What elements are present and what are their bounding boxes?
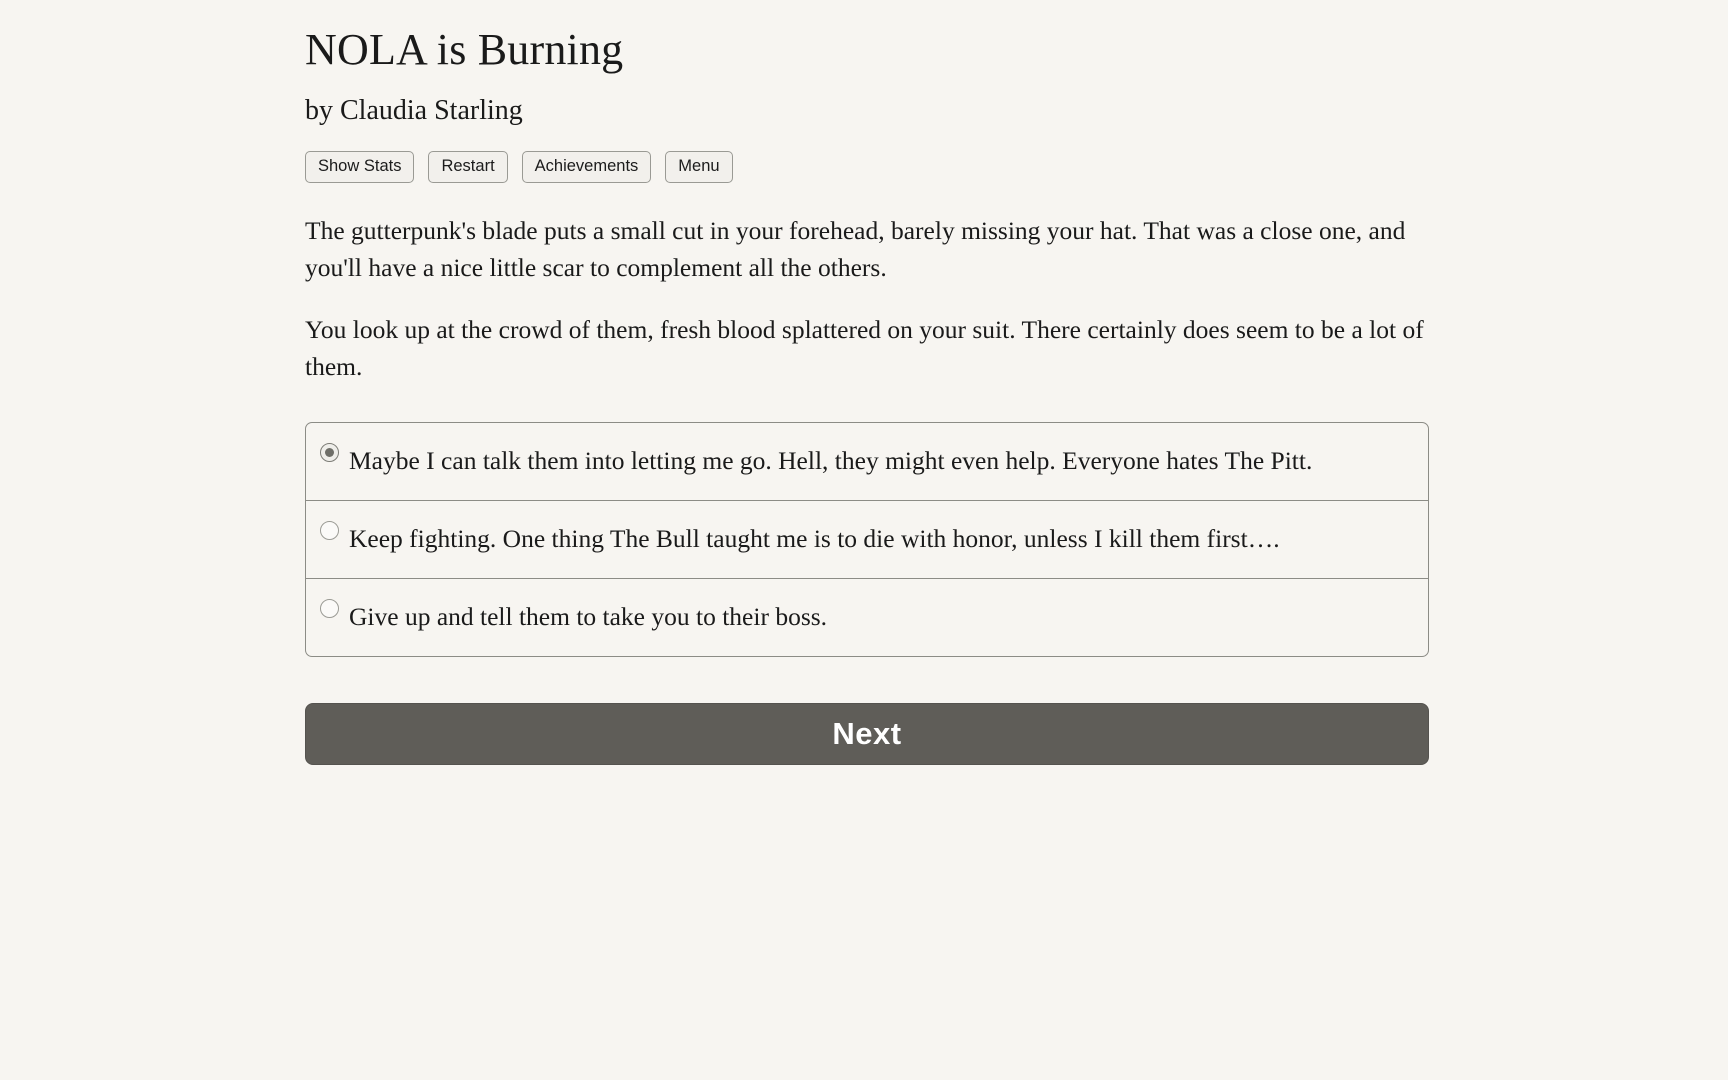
author-byline: by Claudia Starling	[305, 95, 523, 126]
story-paragraph-2: You look up at the crowd of them, fresh blood splattered on your suit. There certainly does seem to be a lot of them.	[305, 315, 1424, 382]
story-container	[305, 22, 1429, 765]
choice-label: Maybe I can talk them into letting me go. Hell, they might even help. Everyone hates The Pitt.	[349, 446, 1313, 476]
radio-icon[interactable]	[320, 521, 339, 540]
radio-icon[interactable]	[320, 599, 339, 618]
next-button[interactable]: Next	[305, 703, 1429, 765]
choice-option-1[interactable]	[306, 423, 1428, 501]
game-toolbar	[305, 151, 1429, 182]
choice-list	[305, 422, 1429, 657]
story-paragraph-1: The gutterpunk's blade puts a small cut in your forehead, barely missing your hat. That was a close one, and you'll have a nice little scar to complement all the others.	[305, 215, 1406, 282]
show-stats-button[interactable]: Show Stats	[305, 151, 414, 182]
choice-option-2[interactable]	[306, 501, 1428, 579]
choice-option-3[interactable]	[306, 579, 1428, 656]
menu-button[interactable]: Menu	[665, 151, 732, 182]
choice-label: Give up and tell them to take you to their boss.	[349, 602, 828, 632]
radio-icon[interactable]	[320, 443, 339, 462]
restart-button[interactable]: Restart	[428, 151, 507, 182]
achievements-button[interactable]: Achievements	[522, 151, 652, 182]
page-title: NOLA is Burning	[305, 25, 624, 74]
choice-label: Keep fighting. One thing The Bull taught me is to die with honor, unless I kill them first….	[349, 524, 1280, 554]
